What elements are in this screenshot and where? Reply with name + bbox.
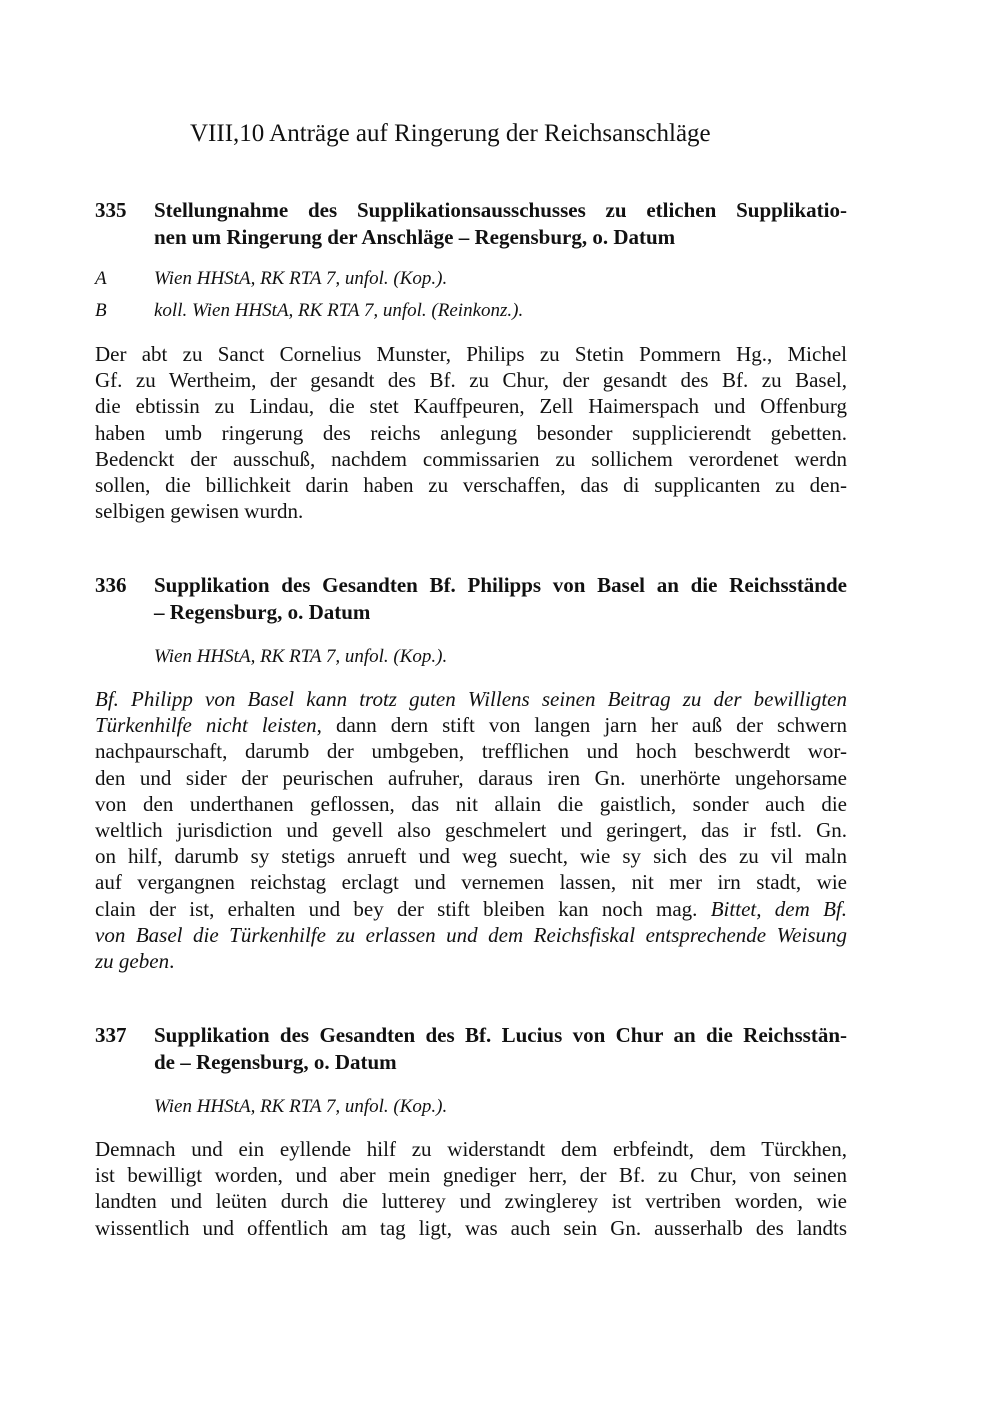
- source-line: Wien HHStA, RK RTA 7, unfol. (Kop.).: [154, 646, 448, 667]
- body-line: haben umb ringerung des reichs anlegung besonder supplicierendt gebetten.: [95, 420, 847, 445]
- entry-title-line: Supplikation des Gesandten des Bf. Lucius von Chur an die Reichsstän-: [154, 1023, 847, 1047]
- source-siglum: B: [95, 300, 107, 321]
- entry-title: [154, 197, 847, 251]
- body-line: landten und leüten durch die lutterey und zwinglerey ist vertriben worden, wie: [95, 1189, 847, 1214]
- summary-line: Bf. Philipp von Basel kann trotz guten Willens seinen Beitrag zu der bewilligten: [95, 687, 847, 711]
- source-text: Wien HHStA, RK RTA 7, unfol. (Kop.).: [154, 268, 448, 289]
- source-line: Wien HHStA, RK RTA 7, unfol. (Kop.).: [154, 1096, 448, 1117]
- source-text: koll. Wien HHStA, RK RTA 7, unfol. (Reinkonz.).: [154, 300, 524, 321]
- entry-number: 336: [95, 573, 127, 597]
- body-line: Der abt zu Sanct Cornelius Munster, Philips zu Stetin Pommern Hg., Michel: [95, 342, 847, 366]
- body-text: clain der ist, erhalten und bey der stift bleiben kan noch mag.: [95, 896, 711, 921]
- entry-title-line: de – Regensburg, o. Datum: [154, 1050, 397, 1074]
- entry-title-line: nen um Ringerung der Anschläge – Regensburg, o. Datum: [154, 225, 676, 249]
- body-line: die ebtissin zu Lindau, die stet Kauffpeuren, Zell Haimerspach und Offenburg: [95, 394, 847, 419]
- summary-line: von Basel die Türkenhilfe zu erlassen und dem Reichsfiskal entsprechende Weisung: [95, 922, 847, 947]
- entry-title: [154, 572, 847, 626]
- body-line: den und sider der peurischen aufruher, daraus iren Gn. unerhörte ungehorsame: [95, 765, 847, 790]
- entry-337-body: [95, 1136, 847, 1241]
- body-text: .: [169, 948, 175, 973]
- entry-number: 335: [95, 198, 127, 222]
- body-line: [95, 896, 847, 922]
- body-line: Demnach und ein eyllende hilf zu widerstandt dem erbfeindt, dem Türckhen,: [95, 1137, 847, 1161]
- summary-text: Bittet, dem Bf.: [710, 896, 847, 921]
- source-siglum: A: [95, 268, 107, 289]
- entry-title: [154, 1022, 847, 1076]
- body-line: Gf. zu Wertheim, der gesandt des Bf. zu Chur, der gesandt des Bf. zu Basel,: [95, 368, 847, 393]
- summary-text: zu geben: [95, 948, 170, 973]
- entry-336-body: [95, 686, 847, 974]
- body-line: on hilf, darumb sy stetigs anrueft und weg suecht, wie sy sich des zu vil maln: [95, 844, 847, 869]
- entry-title-line: Stellungnahme des Supplikationsausschusses zu etlichen Supplikatio-: [154, 198, 847, 222]
- body-line: sollen, die billichkeit darin haben zu verschaffen, das di supplicanten zu den-: [95, 472, 847, 497]
- body-line: auf vergangnen reichstag erclagt und vernemen lassen, nit mer irn stadt, wie: [95, 870, 847, 895]
- body-line: [95, 948, 847, 974]
- body-line: von den underthanen geflossen, das nit allain die gaistlich, sonder auch die: [95, 791, 847, 816]
- entry-number: 337: [95, 1023, 127, 1047]
- summary-text: Türkenhilfe nicht leisten: [95, 713, 317, 738]
- chapter-title: VIII,10 Anträge auf Ringerung der Reichsanschläge: [190, 120, 711, 147]
- entry-title-line: – Regensburg, o. Datum: [154, 600, 371, 624]
- body-line: Bedenckt der ausschuß, nachdem commissarien zu sollichem verordenet werdn: [95, 446, 847, 471]
- body-line: wissentlich und offentlich am tag ligt, was auch sein Gn. ausserhalb des landts: [95, 1215, 847, 1240]
- entry-335-body: [95, 341, 847, 524]
- body-line: weltlich jurisdiction und gevell also geschmelert und geringert, das ir fstl. Gn.: [95, 817, 847, 842]
- body-line: ist bewilligt worden, und aber mein gnediger herr, der Bf. zu Chur, von seinen: [95, 1163, 847, 1188]
- body-line: nachpaurschaft, darumb der umbgeben, trefflichen und hoch beschwerdt wor-: [95, 739, 847, 764]
- body-line: selbigen gewisen wurdn.: [95, 499, 304, 524]
- entry-title-line: Supplikation des Gesandten Bf. Philipps von Basel an die Reichsstände: [154, 573, 847, 597]
- body-text: , dann dern stift von langen jarn her auß der schwern: [316, 713, 847, 738]
- body-line: [95, 712, 847, 738]
